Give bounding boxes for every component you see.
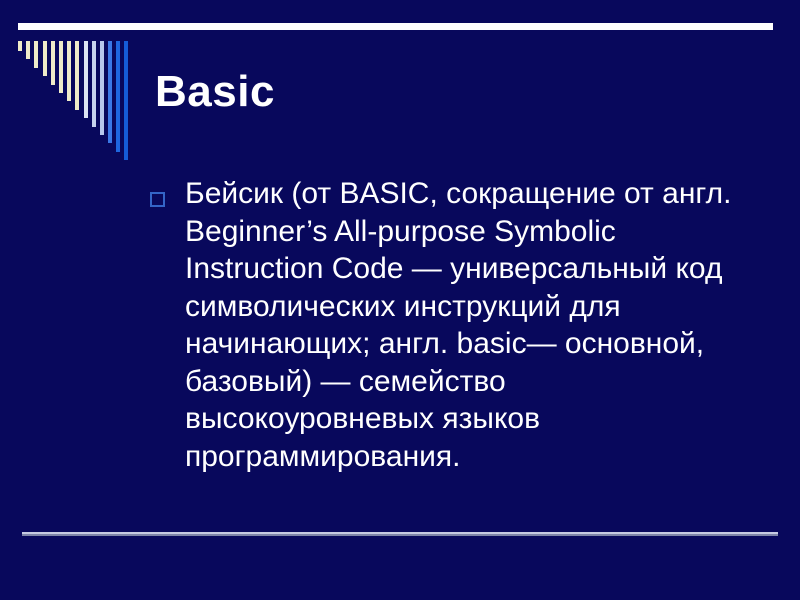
stripe bbox=[84, 41, 88, 118]
bullet-item bbox=[150, 175, 770, 475]
bullet-square-icon bbox=[150, 192, 165, 207]
stripe bbox=[43, 41, 47, 76]
bullet-text-line: начинающих; англ. basic— основной, bbox=[185, 327, 705, 360]
stripe bbox=[116, 41, 120, 152]
striped-triangle-decoration bbox=[18, 41, 128, 160]
stripe bbox=[59, 41, 63, 93]
top-divider-bar bbox=[18, 23, 773, 30]
bullet-text-line: высокоуровневых языков bbox=[185, 402, 541, 435]
stripe bbox=[92, 41, 96, 127]
stripe bbox=[100, 41, 104, 135]
bullet-text-line: Beginner’s All-purpose Symbolic bbox=[185, 214, 616, 248]
stripe bbox=[26, 41, 30, 59]
bullet-text bbox=[185, 175, 770, 475]
stripe bbox=[51, 41, 55, 85]
stripe bbox=[18, 41, 22, 51]
slide-title: Basic bbox=[155, 67, 275, 116]
stripe bbox=[124, 41, 128, 160]
stripe bbox=[75, 41, 79, 110]
bullet-text-line: программирования. bbox=[185, 439, 461, 473]
bullet-text-line: Instruction Code — универсальный код bbox=[185, 252, 723, 285]
stripe bbox=[34, 41, 38, 68]
bullet-text-line: Бейсик (от BASIC, сокращение от англ. bbox=[185, 177, 732, 210]
bullet-text-line: базовый) — семейство bbox=[185, 364, 506, 398]
bullet-text-line: символических инструкций для bbox=[185, 289, 621, 323]
footer-divider-line bbox=[22, 532, 778, 536]
stripe bbox=[67, 41, 71, 101]
stripe bbox=[108, 41, 112, 143]
